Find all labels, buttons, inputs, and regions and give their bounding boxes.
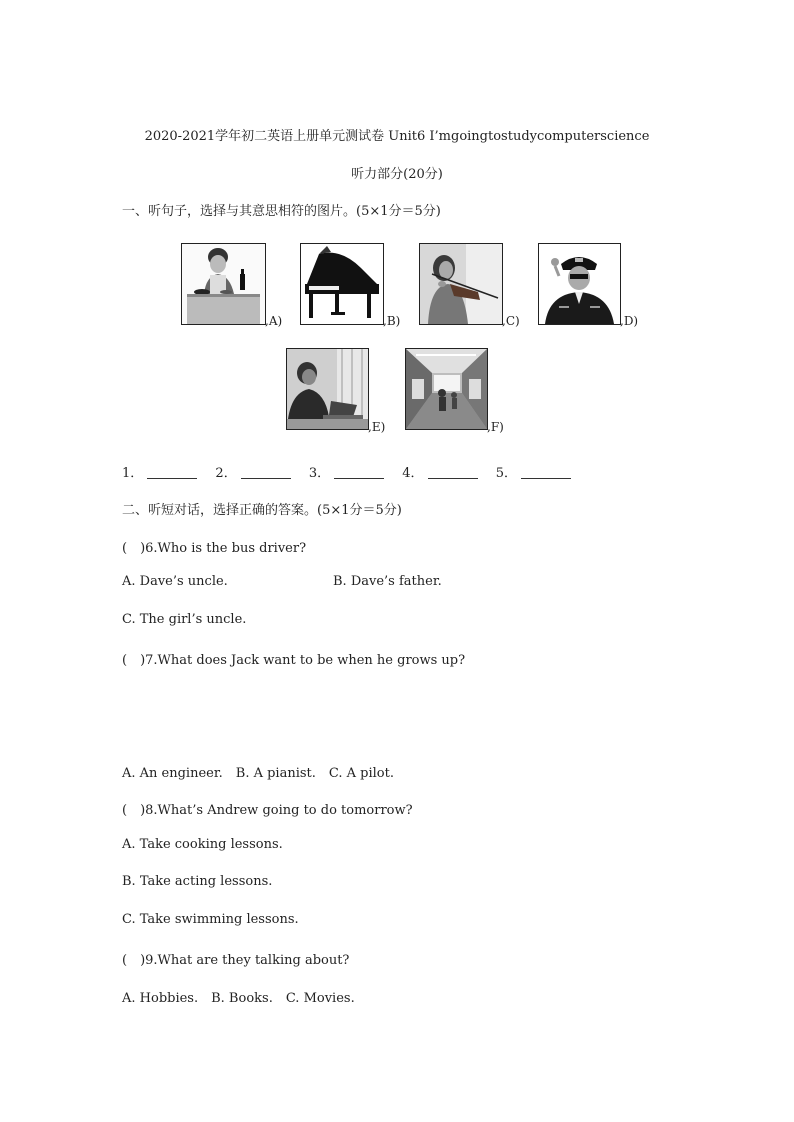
- q6-option-a: A. Dave’s uncle.: [122, 574, 228, 589]
- section1-heading: 一、听句子，选择与其意思相符的图片。(5×1分＝5分): [122, 204, 441, 219]
- blank-label: 1．: [122, 466, 144, 481]
- violinist-icon: [420, 244, 502, 324]
- answer-blank[interactable]: [428, 466, 478, 479]
- picture-f-label: ,F): [487, 420, 504, 434]
- q6-option-c: C. The girl’s uncle.: [122, 612, 247, 627]
- blank-label: 4．: [402, 466, 424, 481]
- q9-options: A. Hobbies. B. Books. C. Movies.: [122, 991, 355, 1006]
- picture-b: [300, 243, 384, 325]
- section2-heading: 二、听短对话，选择正确的答案。(5×1分＝5分): [122, 503, 402, 518]
- picture-d: [538, 243, 621, 325]
- picture-d-label: ,D): [620, 314, 639, 328]
- q7-options: A. An engineer. B. A pianist. C. A pilot.: [122, 766, 394, 781]
- picture-e: [286, 348, 369, 430]
- q8-option-b: B. Take acting lessons.: [122, 874, 273, 889]
- answer-blank[interactable]: [241, 466, 291, 479]
- question-6: ( )6.Who is the bus driver?: [122, 541, 307, 556]
- picture-c-label: ,C): [502, 314, 520, 328]
- blank-label: 3．: [308, 466, 331, 481]
- picture-e-label: ,E): [368, 420, 386, 434]
- grand-piano-icon: [301, 244, 383, 324]
- picture-a: [181, 243, 266, 325]
- answer-blank[interactable]: [147, 466, 197, 479]
- answer-blank[interactable]: [334, 466, 384, 479]
- answer-blanks-row: [122, 462, 585, 481]
- q6-option-b: B. Dave’s father.: [333, 574, 442, 589]
- question-8: ( )8.What’s Andrew going to do tomorrow?: [122, 803, 413, 818]
- pilot-icon: [539, 244, 620, 324]
- train-interior-icon: [406, 349, 487, 429]
- blank-label: 5．: [495, 466, 517, 481]
- picture-c: [419, 243, 503, 325]
- answer-blank[interactable]: [521, 466, 571, 479]
- page-subtitle: 听力部分(20分): [351, 167, 443, 182]
- man-at-laptop-icon: [287, 349, 368, 429]
- chef-cooking-icon: [182, 244, 265, 324]
- q8-option-c: C. Take swimming lessons.: [122, 912, 299, 927]
- question-9: ( )9.What are they talking about?: [122, 953, 350, 968]
- question-7: ( )7.What does Jack want to be when he grows up?: [122, 653, 466, 668]
- blank-label: 2．: [215, 466, 237, 481]
- q8-option-a: A. Take cooking lessons.: [122, 837, 283, 852]
- picture-f: [405, 348, 488, 430]
- page-title: 2020-2021学年初二英语上册单元测试卷 Unit6 I’mgoingtostudycomputerscience: [144, 129, 650, 144]
- picture-a-label: ,A): [265, 314, 283, 328]
- picture-b-label: ,B): [383, 314, 401, 328]
